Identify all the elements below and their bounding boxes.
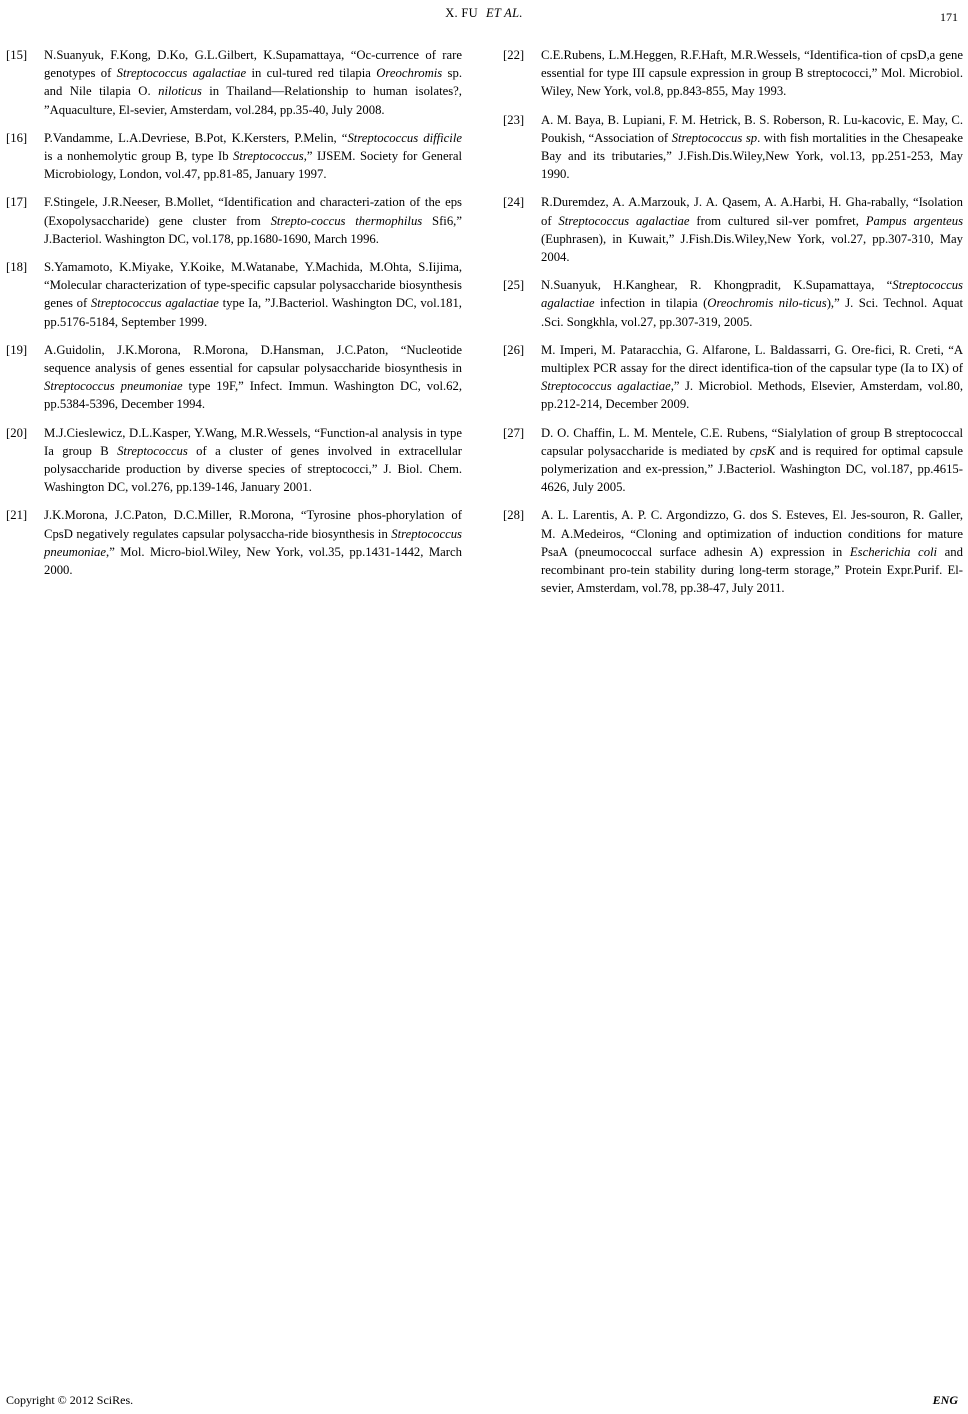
reference-italic-term: Streptococcus agalactiae: [541, 278, 963, 311]
reference-text-segment: ,” J. Microbiol. Methods, Elsevier, Amsterdam, vol.80, pp.212-214, December 2009.: [541, 379, 963, 412]
reference-italic-term: Streptococcus pneumoniae: [44, 379, 183, 394]
reference-number: [27]: [503, 425, 525, 440]
reference-item: [6, 506, 462, 579]
reference-text: [44, 506, 462, 579]
reference-item: [503, 424, 963, 497]
reference-italic-term: Escherichia coli: [849, 544, 938, 559]
reference-italic-term: Streptococcus difficile: [347, 130, 462, 145]
reference-italic-term: Streptococcus pneumoniae: [44, 526, 462, 559]
reference-text-segment: is a nonhemolytic group B, type Ib: [44, 149, 234, 164]
reference-item: [6, 424, 462, 497]
reference-text-segment: and recombinant pro-tein stability during long-term storage,” Protein Expr.Purif. El-sevier, Amsterdam, vol.78, pp.38-47, July 2011.: [541, 544, 963, 596]
reference-text: [44, 129, 462, 184]
reference-text-segment: type Ia, ”J.Bacteriol. Washington DC, vol.181, pp.5176-5184, September 1999.: [44, 296, 462, 329]
page-number: 171: [940, 10, 958, 24]
reference-italic-term: Streptococcus: [117, 443, 188, 458]
reference-item: [503, 276, 963, 331]
reference-text-segment: infection in tilapia (: [594, 296, 708, 311]
reference-text-segment: M. Imperi, M. Pataracchia, G. Alfarone, L. Baldassarri, G. Ore-fici, R. Creti, “A multiplex PCR assay for the direct identifica-tion of the capsular type (Ia to IX) of: [541, 342, 963, 376]
reference-text: [541, 276, 963, 331]
reference-text-segment: A. M. Baya, B. Lupiani, F. M. Hetrick, B. S. Roberson, R. Lu-kacovic, E. May, C. Poukish, “Association of: [541, 112, 963, 145]
reference-italic-term: Streptococcus agalactiae: [558, 213, 690, 228]
reference-number: [28]: [503, 508, 525, 523]
reference-number: [20]: [6, 425, 28, 440]
reference-text: [541, 506, 963, 597]
reference-text: [44, 193, 462, 248]
reference-text-segment: from cultured sil-ver pomfret,: [689, 213, 866, 228]
reference-item: [503, 193, 963, 266]
reference-text-segment: C.E.Rubens, L.M.Heggen, R.F.Haft, M.R.Wessels, “Identifica-tion of cpsD,a gene essential for type III capsule expression in group B streptococci,” Mol. Microbiol. Wiley, New York, vol.8, pp.843-855, May 1993.: [541, 48, 963, 99]
reference-text-segment: N.Suanyuk, H.Kanghear, R. Khongpradit, K.Supamattaya, “: [541, 278, 893, 293]
reference-item: [6, 193, 462, 248]
reference-item: [503, 506, 963, 597]
reference-text: [541, 46, 963, 101]
reference-item: [503, 341, 963, 414]
footer-copyright: Copyright © 2012 SciRes.: [6, 1393, 134, 1407]
reference-text: [541, 111, 963, 184]
reference-text-segment: N.Suanyuk, F.Kong, D.Ko, G.L.Gilbert, K.Supamattaya, “Oc-currence of rare genotypes of: [44, 48, 462, 81]
reference-text-segment: P.Vandamme, L.A.Devriese, B.Pot, K.Kersters, P.Melin, “: [44, 130, 348, 145]
reference-text-segment: in cul-tured red tilapia: [246, 66, 377, 81]
reference-number: [18]: [6, 260, 28, 275]
reference-text-segment: A. L. Larentis, A. P. C. Argondizzo, G. dos S. Esteves, El. Jes-souron, R. Galler, M. A.Medeiros, “Cloning and optimization of induction conditions for mature PsaA (pneumococcal surface adhesin A) expression in: [541, 508, 963, 559]
reference-text: [44, 258, 462, 331]
reference-number: [17]: [6, 195, 28, 210]
reference-text-segment: in Thailand—Relationship to human isolates?, ”Aquaculture, El-sevier, Amsterdam, vol.284, pp.35-40, July 2008.: [44, 84, 462, 117]
reference-item: [6, 258, 462, 331]
reference-number: [15]: [6, 48, 28, 62]
reference-italic-term: Streptococcus agalactiae: [541, 379, 671, 394]
reference-number: [19]: [6, 342, 28, 357]
reference-text-segment: J.K.Morona, J.C.Paton, D.C.Miller, R.Morona, “Tyrosine phos-phorylation of CpsD negatively regulates capsular polysaccha-ride biosynthesis in: [44, 508, 462, 541]
references-left-column: [6, 46, 462, 589]
references-right-column: [503, 46, 963, 607]
reference-number: [16]: [6, 130, 28, 145]
reference-text: [44, 424, 462, 497]
reference-item: [6, 341, 462, 414]
reference-text-segment: ),” J. Sci. Technol. Aquat .Sci. Songkhla, vol.27, pp.307-319, 2005.: [541, 296, 963, 329]
reference-text-segment: (Euphrasen), in Kuwait,” J.Fish.Dis.Wiley,New York, vol.27, pp.307-310, May 2004.: [541, 231, 963, 265]
reference-item: [503, 111, 963, 184]
reference-italic-term: Streptococcus sp: [671, 130, 758, 145]
reference-text-segment: Sfi6,” J.Bacteriol. Washington DC, vol.178, pp.1680-1690, March 1996.: [44, 213, 462, 246]
reference-italic-term: Streptococcus agalactiae: [116, 66, 247, 81]
reference-text-segment: A.Guidolin, J.K.Morona, R.Morona, D.Hansman, J.C.Paton, “Nucleotide sequence analysis of genes essential for capsular polysaccharide biosynthesis in: [44, 342, 462, 376]
reference-text-segment: F.Stingele, J.R.Neeser, B.Mollet, “Identification and characteri-zation of the eps (Exopolysaccharide) gene cluster from: [44, 195, 462, 228]
footer-journal: ENG: [932, 1393, 958, 1407]
reference-text-segment: M.J.Cieslewicz, D.L.Kasper, Y.Wang, M.R.Wessels, “Function-al analysis in type Ia group B: [44, 425, 462, 458]
reference-italic-term: Strepto-coccus thermophilus: [270, 213, 423, 228]
reference-text: [44, 341, 462, 414]
reference-text-segment: ,” IJSEM. Society for General Microbiology, London, vol.47, pp.81-85, January 1997.: [44, 149, 462, 182]
reference-item: [6, 129, 462, 184]
reference-text-segment: S.Yamamoto, K.Miyake, Y.Koike, M.Watanabe, Y.Machida, M.Ohta, S.Iijima, “Molecular characterization of type-specific capsular polysaccharide biosynthesis genes of: [44, 260, 462, 311]
running-head: [0, 6, 968, 21]
running-head-et-al: ET AL.: [485, 6, 523, 20]
reference-text: [541, 341, 963, 414]
reference-italic-term: Oreochromis: [376, 66, 443, 81]
reference-number: [23]: [503, 112, 525, 127]
reference-number: [24]: [503, 195, 525, 210]
reference-number: [21]: [6, 508, 28, 523]
reference-text-segment: . with fish mortalities in the Chesapeake Bay and its tributaries,” J.Fish.Dis.Wiley,New York, vol.13, pp.251-253, May 1990.: [541, 130, 963, 182]
reference-text-segment: type 19F,” Infect. Immun. Washington DC, vol.62, pp.5384-5396, December 1994.: [44, 379, 462, 412]
reference-item: [503, 46, 963, 101]
reference-italic-term: niloticus: [158, 84, 202, 99]
reference-text: [44, 46, 462, 119]
reference-text-segment: of a cluster of genes involved in extracellular polysaccharide production by diverse species of streptococci,” J. Biol. Chem. Washington DC, vol.276, pp.139-146, January 2001.: [44, 443, 462, 495]
reference-number: [26]: [503, 342, 525, 357]
reference-text: [541, 424, 963, 497]
reference-text-segment: D. O. Chaffin, L. M. Mentele, C.E. Rubens, “Sialylation of group B streptococcal capsular polysaccharide is mediated by: [541, 425, 963, 458]
reference-text-segment: R.Duremdez, A. A.Marzouk, J. A. Qasem, A. A.Harbi, H. Gha-rabally, “Isolation of: [541, 195, 963, 228]
reference-text-segment: sp. and Nile tilapia O.: [44, 66, 462, 99]
reference-italic-term: Streptococcus: [233, 149, 304, 164]
reference-text-segment: and is required for optimal capsule polymerization and ex-pression,” J.Bacteriol. Washington DC, vol.187, pp.4615-4626, July 2005.: [541, 443, 963, 495]
reference-italic-term: cpsK: [749, 443, 776, 458]
running-head-authors: X. FU: [445, 6, 478, 20]
reference-italic-term: Oreochromis nilo-ticus: [707, 296, 827, 311]
reference-item: [6, 46, 462, 119]
reference-text: [541, 193, 963, 266]
reference-number: [22]: [503, 48, 525, 62]
reference-text-segment: ,” Mol. Micro-biol.Wiley, New York, vol.35, pp.1431-1442, March 2000.: [44, 544, 462, 578]
reference-number: [25]: [503, 278, 525, 293]
reference-italic-term: Pampus argenteus: [865, 213, 964, 228]
reference-italic-term: Streptococcus agalactiae: [90, 296, 219, 311]
